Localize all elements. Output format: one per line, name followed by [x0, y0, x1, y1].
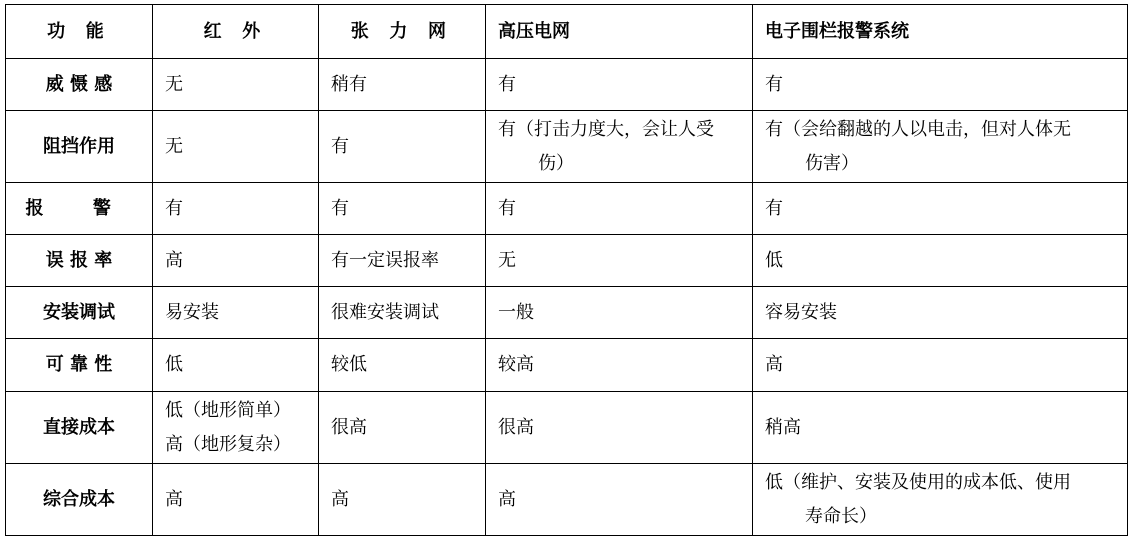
table-cell: 高: [486, 464, 753, 536]
table-cell: 较低: [319, 339, 486, 392]
cell-line: 有（会给翻越的人以电击，但对人体无: [765, 118, 1071, 140]
table-cell: 有: [153, 183, 319, 235]
table-cell: 无: [486, 235, 753, 287]
table-cell: 低: [753, 235, 1128, 287]
row-label: 直接成本: [6, 392, 153, 464]
table-row: [6, 464, 1128, 536]
cell-line: 低（维护、安装及使用的成本低、使用: [765, 471, 1071, 493]
cell-line: 寿命长）: [805, 505, 877, 527]
table-cell: [753, 111, 1128, 183]
table-cell: [153, 392, 319, 464]
table-cell: 低: [153, 339, 319, 392]
table-row: [6, 235, 1128, 287]
table-cell: [486, 111, 753, 183]
table-row: [6, 59, 1128, 111]
header-electronic-fence: 电子围栏报警系统: [753, 5, 1128, 59]
table-cell: 有: [486, 59, 753, 111]
table-cell: 较高: [486, 339, 753, 392]
table-cell: [753, 464, 1128, 536]
table-cell: 很高: [486, 392, 753, 464]
row-label: 阻挡作用: [6, 111, 153, 183]
table-cell: 高: [153, 464, 319, 536]
comparison-table: [5, 4, 1128, 536]
table-cell: 很高: [319, 392, 486, 464]
header-row: [6, 5, 1128, 59]
table-cell: 高: [319, 464, 486, 536]
table-cell: 容易安装: [753, 287, 1128, 339]
table-cell: 易安装: [153, 287, 319, 339]
cell-line: 低（地形简单）: [165, 399, 291, 421]
table-cell: 很难安装调试: [319, 287, 486, 339]
table-cell: 稍高: [753, 392, 1128, 464]
table-cell: 有: [753, 183, 1128, 235]
cell-line: 伤害）: [805, 152, 859, 174]
table-row: [6, 392, 1128, 464]
header-high-voltage-grid: 高压电网: [486, 5, 753, 59]
table-row: [6, 339, 1128, 392]
row-label: 可 靠 性: [6, 339, 153, 392]
table-cell: 有: [319, 111, 486, 183]
table-row: [6, 183, 1128, 235]
table-cell: 稍有: [319, 59, 486, 111]
table-cell: 有一定误报率: [319, 235, 486, 287]
header-tension-net: 张 力 网: [319, 5, 486, 59]
table-cell: 高: [753, 339, 1128, 392]
table-cell: 无: [153, 111, 319, 183]
row-label: 威 慑 感: [6, 59, 153, 111]
cell-line: 伤）: [538, 152, 574, 174]
table-row: [6, 111, 1128, 183]
table-cell: 有: [486, 183, 753, 235]
cell-line: 有（打击力度大，会让人受: [498, 118, 714, 140]
table-cell: 无: [153, 59, 319, 111]
table-row: [6, 287, 1128, 339]
table-cell: 一般: [486, 287, 753, 339]
cell-line: 高（地形复杂）: [165, 433, 291, 455]
row-label: 安装调试: [6, 287, 153, 339]
table-cell: 高: [153, 235, 319, 287]
header-infrared: 红 外: [153, 5, 319, 59]
header-function: 功 能: [6, 5, 153, 59]
row-label: 综合成本: [6, 464, 153, 536]
row-label: 报 警: [6, 183, 153, 235]
row-label: 误 报 率: [6, 235, 153, 287]
table-cell: 有: [753, 59, 1128, 111]
table-cell: 有: [319, 183, 486, 235]
